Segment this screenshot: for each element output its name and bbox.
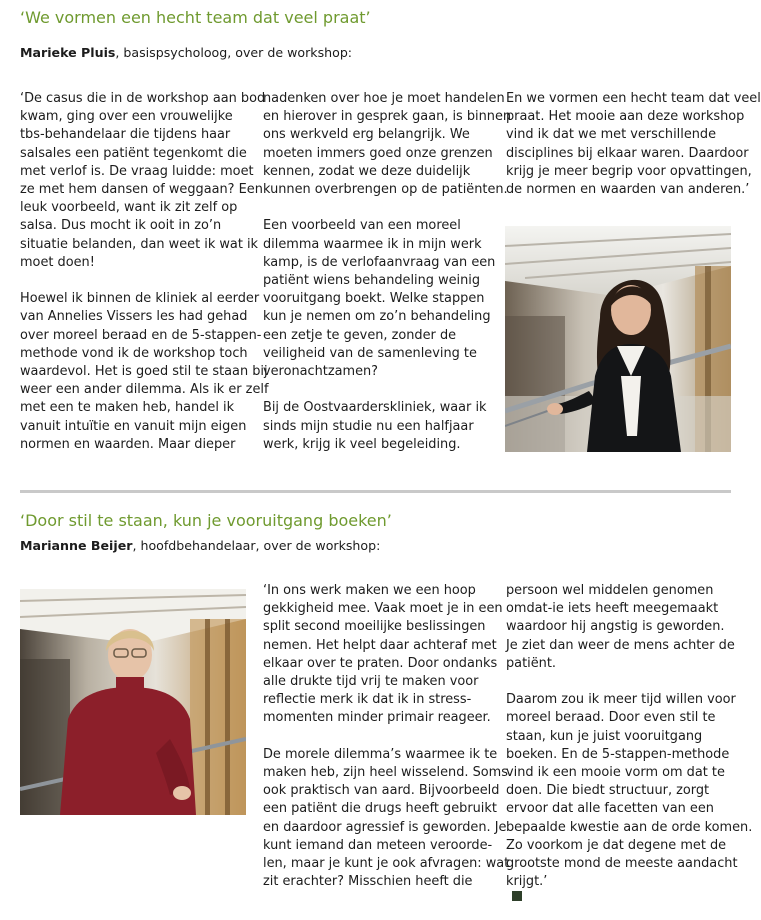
section1-column-3	[506, 90, 761, 217]
text-line: en daardoor agressief is geworden. Je	[263, 819, 507, 835]
paragraph	[506, 582, 741, 673]
section1-column-1	[20, 90, 269, 472]
text-line: zit erachter? Misschien heeft die	[263, 874, 473, 890]
text-line: normen en waarden. Maar dieper	[20, 436, 236, 452]
photo-marianne-beijer	[20, 589, 246, 815]
text-line: leuk voorbeeld, want ik zit zelf op	[20, 200, 238, 216]
text-line: grootste mond de meeste aandacht	[506, 856, 738, 872]
text-line: patiënt.	[506, 655, 556, 671]
paragraph	[506, 691, 753, 901]
text-line: van Annelies Vissers les had gehad	[20, 309, 248, 325]
paragraph	[263, 399, 501, 454]
text-line: moreel beraad. Door even stil te	[506, 710, 716, 726]
section2-byline-name: Marianne Beijer	[20, 538, 133, 553]
text-line: Je ziet dan weer de mens achter de	[506, 637, 735, 653]
text-line: methode vond ik de workshop toch	[20, 345, 248, 361]
section1-byline-role: , basispsycholoog, over de workshop:	[115, 45, 353, 60]
text-line: Zo voorkom je dat degene met de	[506, 837, 727, 853]
text-line: werk, krijg ik veel begeleiding.	[263, 436, 461, 452]
text-line: alle drukte tijd vrij te maken voor	[263, 674, 479, 690]
paragraph	[20, 290, 269, 454]
text-line: staan, kun je juist vooruitgang	[506, 728, 703, 744]
text-line: kennen, zodat we deze duidelijk	[263, 163, 471, 179]
text-line: veiligheid van de samenleving te	[263, 345, 477, 361]
text-line: met een te maken heb, handel ik	[20, 400, 235, 416]
text-line: waardoor hij angstig is geworden.	[506, 619, 725, 635]
section1-byline	[20, 45, 352, 60]
section-divider	[20, 490, 731, 493]
text-line: praat. Het mooie aan deze workshop	[506, 109, 745, 125]
text-line: vanuit intuïtie en vanuit mijn eigen	[20, 418, 247, 434]
section2-heading: ‘Door stil te staan, kun je vooruitgang boeken’	[20, 511, 392, 530]
paragraph	[20, 90, 266, 272]
text-line: krijgt.’	[506, 874, 548, 890]
text-line: ze met hem dansen of weggaan? Een	[20, 182, 263, 198]
text-line: split second moeilijke beslissingen	[263, 619, 486, 635]
text-line: vooruitgang boekt. Welke stappen	[263, 291, 485, 307]
photo-marieke-pluis-image	[505, 226, 731, 452]
section2-column-1	[263, 582, 510, 910]
text-line: len, maar je kunt je ook afvragen: wat	[263, 856, 510, 872]
text-line: kwam, ging over een vrouwelijke	[20, 109, 233, 125]
text-line: Hoewel ik binnen de kliniek al eerder	[20, 291, 260, 307]
text-line: over moreel beraad en de 5-stappen-	[20, 327, 262, 343]
text-line: patiënt wiens behandeling weinig	[263, 273, 481, 289]
text-line: persoon wel middelen genomen	[506, 583, 714, 598]
text-line: een patiënt die drugs heeft gebruikt	[263, 801, 497, 817]
text-line: De morele dilemma’s waarmee ik te	[263, 746, 498, 762]
text-line: Een voorbeeld van een moreel	[263, 218, 461, 234]
section1-column-2	[263, 90, 512, 472]
text-line: disciplines bij elkaar waren. Daardoor	[506, 145, 749, 161]
text-line: en hierover in gesprek gaan, is binnen	[263, 109, 512, 125]
text-line: doen. Die biedt structuur, zorgt	[506, 783, 710, 799]
text-line: momenten minder primair reageer.	[263, 710, 491, 726]
text-line: elkaar over te praten. Door ondanks	[263, 655, 498, 671]
text-line: vind ik dat we met verschillende	[506, 127, 717, 143]
text-line: nemen. Het helpt daar achteraf met	[263, 637, 497, 653]
photo-marianne-beijer-image	[20, 589, 246, 815]
text-line: boeken. En de 5-stappen-methode	[506, 746, 730, 762]
paragraph	[506, 90, 761, 199]
text-line: En we vormen een hecht team dat veel	[506, 91, 761, 106]
text-line: gekkigheid mee. Vaak moet je in een	[263, 601, 503, 617]
text-line: waardevol. Het is goed stil te staan bij	[20, 364, 268, 380]
text-line: krijg je meer begrip voor opvattingen,	[506, 163, 752, 179]
text-line: ons werkveld erg belangrijk. We	[263, 127, 470, 143]
text-line-last	[506, 873, 741, 901]
text-line: weer een ander dilemma. Als ik er zelf	[20, 382, 269, 398]
section2-byline-role: , hoofdbehandelaar, over de workshop:	[132, 538, 381, 553]
text-line: omdat-ie iets heeft meegemaakt	[506, 601, 719, 617]
text-line: vind ik een mooie vorm om dat te	[506, 765, 725, 781]
text-line: Daarom zou ik meer tijd willen voor	[506, 692, 736, 708]
text-line: situatie belanden, dan weet ik wat ik	[20, 236, 259, 252]
text-line: kun je nemen om zo’n behandeling	[263, 309, 491, 325]
paragraph	[263, 582, 501, 728]
text-line: een zetje te geven, zonder de	[263, 327, 457, 343]
text-line: ervoor dat alle facetten van een	[506, 801, 714, 817]
text-line: reflectie merk ik dat ik in stress-	[263, 692, 472, 708]
text-line: moet doen!	[20, 254, 95, 270]
section2-byline	[20, 538, 380, 553]
text-line: kunnen overbrengen op de patiënten.	[263, 182, 508, 198]
text-line: de normen en waarden van anderen.’	[506, 182, 750, 198]
text-line: ‘In ons werk maken we een hoop	[263, 583, 476, 598]
text-line: bepaalde kwestie aan de orde komen.	[506, 819, 753, 835]
text-line: salsa. Dus mocht ik ooit in zo’n	[20, 218, 222, 234]
section2-column-2	[506, 582, 753, 920]
text-line: maken heb, zijn heel wisselend. Soms	[263, 765, 508, 781]
paragraph	[263, 217, 501, 381]
paragraph	[263, 90, 512, 199]
text-line: sinds mijn studie nu een halfjaar	[263, 418, 474, 434]
text-line: moeten immers goed onze grenzen	[263, 145, 493, 161]
section1-byline-name: Marieke Pluis	[20, 45, 116, 60]
text-line: met verlof is. De vraag luidde: moet	[20, 163, 254, 179]
text-line: nadenken over hoe je moet handelen	[263, 91, 505, 106]
text-line: veronachtzamen?	[263, 364, 379, 380]
paragraph	[263, 746, 510, 892]
text-line: Bij de Oostvaarderskliniek, waar ik	[263, 400, 487, 416]
text-line: kunt iemand dan meteen veroorde-	[263, 837, 493, 853]
photo-marieke-pluis	[505, 226, 731, 452]
text-line: kamp, is de verlofaanvraag van een	[263, 254, 496, 270]
text-line: ook praktisch van aard. Bijvoorbeeld	[263, 783, 500, 799]
text-line: ‘De casus die in de workshop aan bod	[20, 91, 266, 106]
section1-heading: ‘We vormen een hecht team dat veel praat’	[20, 8, 371, 27]
text-line: salsales een patiënt tegenkomt die	[20, 145, 247, 161]
text-line: tbs-behandelaar die tijdens haar	[20, 127, 231, 143]
text-line: dilemma waarmee ik in mijn werk	[263, 236, 482, 252]
